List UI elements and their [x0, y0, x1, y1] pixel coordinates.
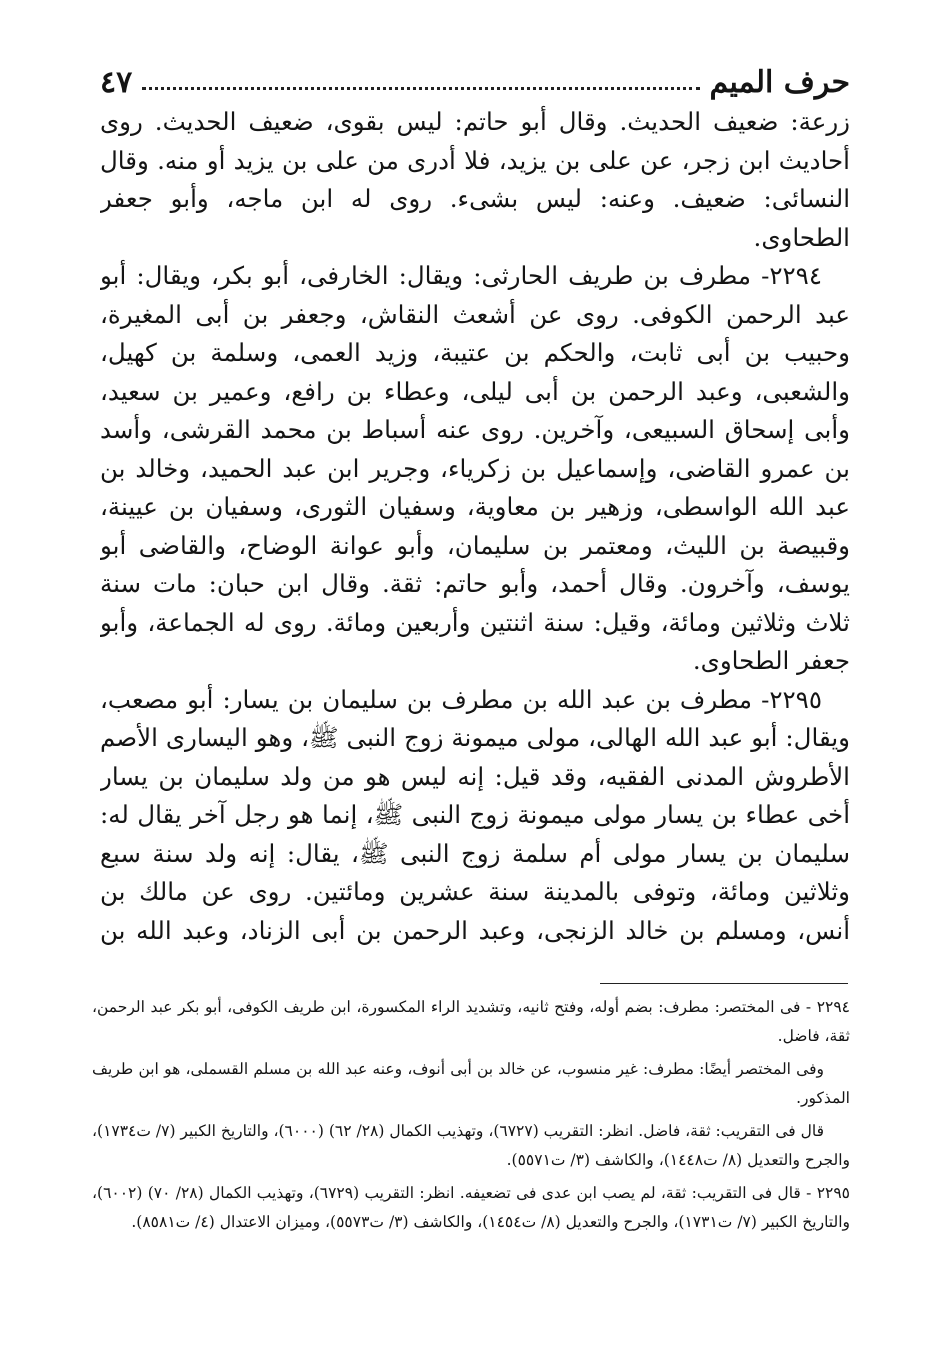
footnote-separator	[600, 983, 848, 984]
chapter-title: حرف الميم	[709, 65, 850, 100]
page-number: ٤٧	[100, 65, 133, 100]
footnote-2294-mukhtasar: وفى المختصر أيضًا: مطرف: غير منسوب، عن خالد بن أبى أنوف، وعنه عبد الله بن مسلم القسملى، هو ابن طريف المذكور.	[92, 1060, 850, 1107]
footnote-2294: ٢٢٩٤ - فى المختصر: مطرف: بضم أوله، وفتح ثانيه، وتشديد الراء المكسورة، ابن طريف الكوفى، أبو بكر عبد الرحمن، ثقة، فاضل.	[92, 998, 850, 1045]
footnotes	[92, 993, 850, 1333]
footnote-2295: ٢٢٩٥ - قال فى التقريب: ثقة، لم يصب ابن عدى فى تضعيفه. انظر: التقريب (٦٧٢٩)، وتهذيب الكمال (٢٨/ ٧٠) (٦٠٠٢)، والتاريخ الكبير (٧/ ت١٧٣١)، والجرح والتعديل (٨/ ت١٤٥٤)، والكاشف (٣/ ت٥٥٧٣)، وميزان الاعتدال (٤/ ت٨٥٨١).	[92, 1184, 850, 1231]
main-text	[100, 103, 850, 953]
footnote-2294-taqrib: قال فى التقريب: ثقة، فاضل. انظر: التقريب (٦٧٢٧)، وتهذيب الكمال (٢٨/ ٦٢) (٦٠٠٠)، والتاريخ الكبير (٧/ ت١٧٣٤)، والجرح والتعديل (٨/ ت١٤٤٨)، والكاشف (٣/ ت٥٥٧١).	[92, 1122, 850, 1169]
paragraph-continuation: زرعة: ضعيف الحديث. وقال أبو حاتم: ليس بقوى، ضعيف الحديث. روى أحاديث ابن زجر، عن على بن يزيد، فلا أدرى من على بن يزيد أو منه. وقال النسائى: ضعيف. وعنه: ليس بشىء. روى له ابن ماجه، وأبو جعفر الطحاوى.	[100, 107, 850, 252]
header-dotted-leader	[142, 86, 699, 90]
entry-2295: ٢٢٩٥- مطرف بن عبد الله بن مطرف بن سليمان بن يسار: أبو مصعب، ويقال: أبو عبد الله الهالى، مولى ميمونة زوج النبى ﷺ، وهو اليسارى الأصم الأطروش المدنى الفقيه، وقد قيل: إنه ليس هو من ولد سليمان بن يسار أخى عطاء بن يسار مولى ميمونة زوج النبى ﷺ، إنما هو رجل آخر يقال له: سليمان بن يسار مولى أم سلمة زوج النبى ﷺ، يقال: إنه ولد سنة سبع وثلاثين ومائة، وتوفى بالمدينة سنة عشرين ومائتين. روى عن مالك بن أنس، ومسلم بن خالد الزنجى، وعبد الرحمن بن أبى الزناد، وعبد الله بن	[100, 684, 850, 945]
running-header	[100, 50, 850, 100]
entry-2294: ٢٢٩٤- مطرف بن طريف الحارثى: ويقال: الخارفى، أبو بكر، ويقال: أبو عبد الرحمن الكوفى. روى عن أشعث النقاش، وجعفر بن أبى المغيرة، وحبيب بن أبى ثابت، والحكم بن عتيبة، وزيد العمى، وسلمة بن كهيل، والشعبى، وعبد الرحمن بن أبى ليلى، وعطاء بن رافع، وعمير بن سعيد، وأبى إسحاق السبيعى، وآخرين. روى عنه أسباط بن محمد القرشى، وأسد بن عمرو القاضى، وإسماعيل بن زكرياء، وجرير ابن عبد الحميد، وخالد بن عبد الله الواسطى، وزهير بن معاوية، وسفيان الثورى، وسفيان بن عيينة، وقبيصة بن الليث، ومعتمر بن سليمان، وأبو عوانة الوضاح، والقاضى أبو يوسف، وآخرون. وقال أحمد، وأبو حاتم: ثقة. وقال ابن حبان: مات سنة ثلاث وثلاثين ومائة، وقيل: سنة اثنتين وأربعين ومائة. روى له الجماعة، وأبو جعفر الطحاوى.	[100, 261, 850, 675]
